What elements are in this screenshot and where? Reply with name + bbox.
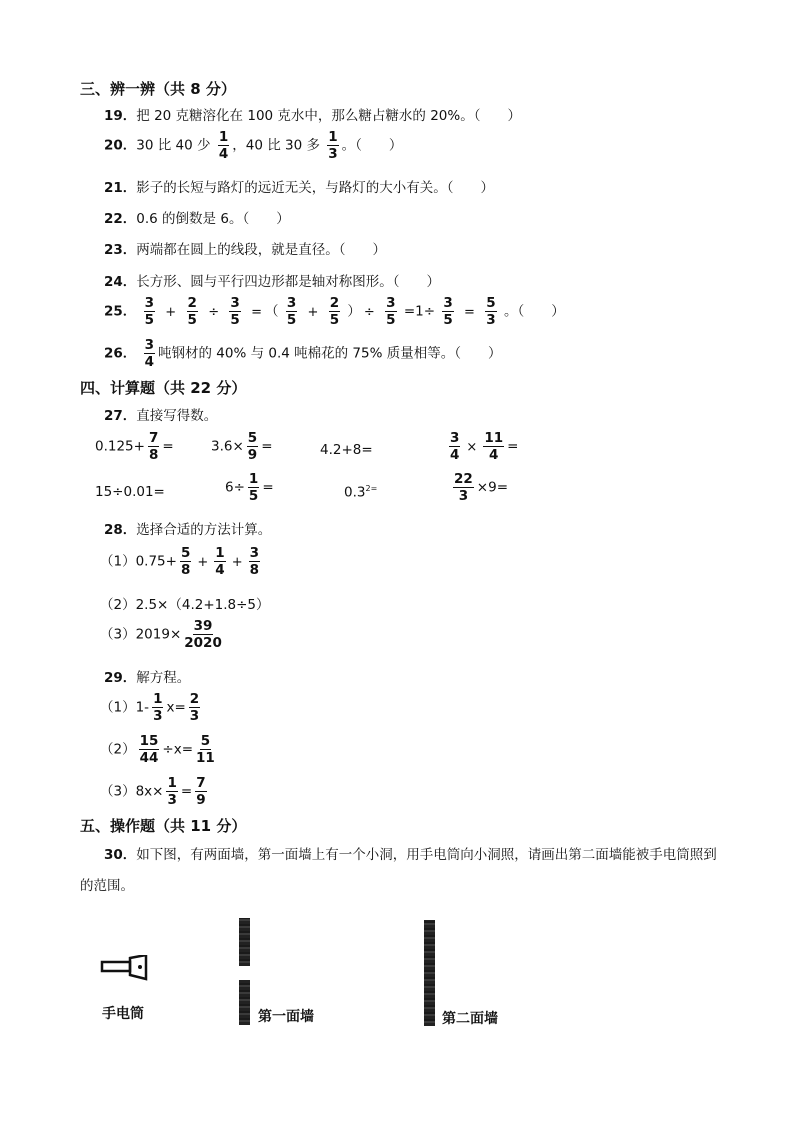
question-text: 如下图，有两面墙，第一面墙上有一个小洞，用手电筒向小洞照，请画出第二面墙能被手电筒照到 <box>136 847 717 863</box>
question-number: 19． <box>104 108 137 124</box>
question-25 <box>104 296 565 327</box>
paren: ） <box>347 303 361 320</box>
question-21 <box>104 176 494 196</box>
question-text: ，40 比 30 多 <box>232 137 320 154</box>
question-number: 28． <box>104 522 137 538</box>
question-number: 21． <box>104 180 137 196</box>
section3-title: 三、辨一辨（共 8 分） <box>80 80 236 98</box>
calc-4: $\frac{3}{4}$ × $\frac{11}{4}$ = <box>450 430 519 464</box>
question-text: 。（ ） <box>503 303 565 320</box>
question-text: 解方程。 <box>136 670 191 686</box>
operator: = <box>251 304 263 320</box>
question-text: 影子的长短与路灯的远近无关，与路灯的大小有关。（ ） <box>136 180 495 196</box>
operator: = <box>464 304 475 320</box>
operator: ÷ <box>363 304 375 320</box>
calc-2: 3.6× $\frac{5}{9}$ = <box>211 430 273 464</box>
fraction: $\frac{2}{5}$ <box>329 295 340 329</box>
question-number: 27． <box>104 408 137 424</box>
q28-sub-3: （3）2019× $\frac{39}{2020}$ <box>100 618 222 652</box>
fraction: $\frac{1}{4}$ <box>218 129 229 163</box>
calc-3: 4.2+8= <box>320 442 373 458</box>
section5-title: 五、操作题（共 11 分） <box>80 817 247 835</box>
question-text: 两端都在圆上的线段，就是直径。（ ） <box>136 242 387 258</box>
question-text: 吨钢材的 40% 与 0.4 吨棉花的 75% 质量相等。（ ） <box>158 345 502 362</box>
question-number: 20． <box>104 137 137 154</box>
question-text: 30 比 40 少 <box>136 137 211 154</box>
q28-sub-2: （2）2.5×（4.2+1.8÷5） <box>100 597 270 613</box>
question-22 <box>104 207 290 227</box>
calc-7: $0.3^{2=}$ <box>344 484 378 501</box>
question-text: 把 20 克糖溶化在 100 克水中，那么糖占糖水的 20%。（ ） <box>136 108 521 124</box>
question-26 <box>104 338 501 369</box>
fraction: $\frac{3}{4}$ <box>144 337 154 371</box>
q29-sub-2: （2） $\frac{15}{44}$ ÷x= $\frac{5}{11}$ <box>100 733 215 767</box>
calc-6: 6÷ $\frac{1}{5}$ = <box>225 471 274 505</box>
fraction: $\frac{3}{5}$ <box>386 295 396 329</box>
question-text: 0.6 的倒数是 6。（ ） <box>136 211 290 227</box>
fraction: $\frac{2}{5}$ <box>187 295 197 329</box>
question-29 <box>104 666 190 686</box>
question-number: 29． <box>104 670 137 686</box>
wall-2 <box>424 920 435 1026</box>
q28-sub-1: （1）0.75+ $\frac{5}{8}$ + $\frac{1}{4}$ + $\frac{3}{8}$ <box>100 545 259 579</box>
question-text: 直接写得数。 <box>136 408 218 424</box>
question-text: 选择合适的方法计算。 <box>136 522 272 538</box>
fraction: $\frac{3}{5}$ <box>230 295 240 329</box>
question-19 <box>104 104 521 124</box>
operator: ÷ <box>208 304 220 320</box>
question-text: 。（ ） <box>341 137 403 154</box>
fraction: $\frac{5}{3}$ <box>486 295 496 329</box>
question-27 <box>104 404 217 424</box>
wall-2-label: 第二面墙 <box>442 1011 498 1027</box>
question-text: 长方形、圆与平行四边形都是轴对称图形。（ ） <box>136 274 441 290</box>
q29-sub-3: （3）8x× $\frac{1}{3}$ = $\frac{7}{9}$ <box>100 775 206 809</box>
operator: + <box>165 304 177 320</box>
fraction: $\frac{3}{5}$ <box>286 295 297 329</box>
question-number: 26． <box>104 345 137 362</box>
wall-1-upper <box>239 918 250 966</box>
question-30 <box>104 843 717 863</box>
question-number: 22． <box>104 211 137 227</box>
section4-title: 四、计算题（共 22 分） <box>80 379 247 397</box>
operator: =1÷ <box>403 303 436 320</box>
question-23 <box>104 238 386 258</box>
paren: （ <box>265 303 279 320</box>
q29-sub-1: （1）1- $\frac{1}{3}$ x= $\frac{2}{3}$ <box>100 691 200 725</box>
operator: + <box>307 304 319 320</box>
fraction: $\frac{1}{3}$ <box>328 129 338 163</box>
calc-1: 0.125+ $\frac{7}{8}$ = <box>95 430 174 464</box>
question-number: 23． <box>104 242 137 258</box>
fraction: $\frac{3}{5}$ <box>443 295 453 329</box>
question-number: 30． <box>104 847 137 863</box>
calc-5: 15÷0.01= <box>95 484 165 500</box>
question-24 <box>104 270 440 290</box>
question-28 <box>104 518 271 538</box>
wall-1-label: 第一面墙 <box>258 1009 314 1025</box>
fraction: $\frac{3}{5}$ <box>144 295 154 329</box>
flashlight-icon <box>100 955 150 985</box>
question-number: 24． <box>104 274 137 290</box>
wall-1-lower <box>239 980 250 1025</box>
question-20 <box>104 130 402 161</box>
question-30-line2: 的范围。 <box>80 878 134 894</box>
question-number: 25． <box>104 303 137 320</box>
flashlight-label: 手电筒 <box>102 1006 144 1022</box>
calc-8: $\frac{22}{3}$ ×9= <box>454 471 509 505</box>
